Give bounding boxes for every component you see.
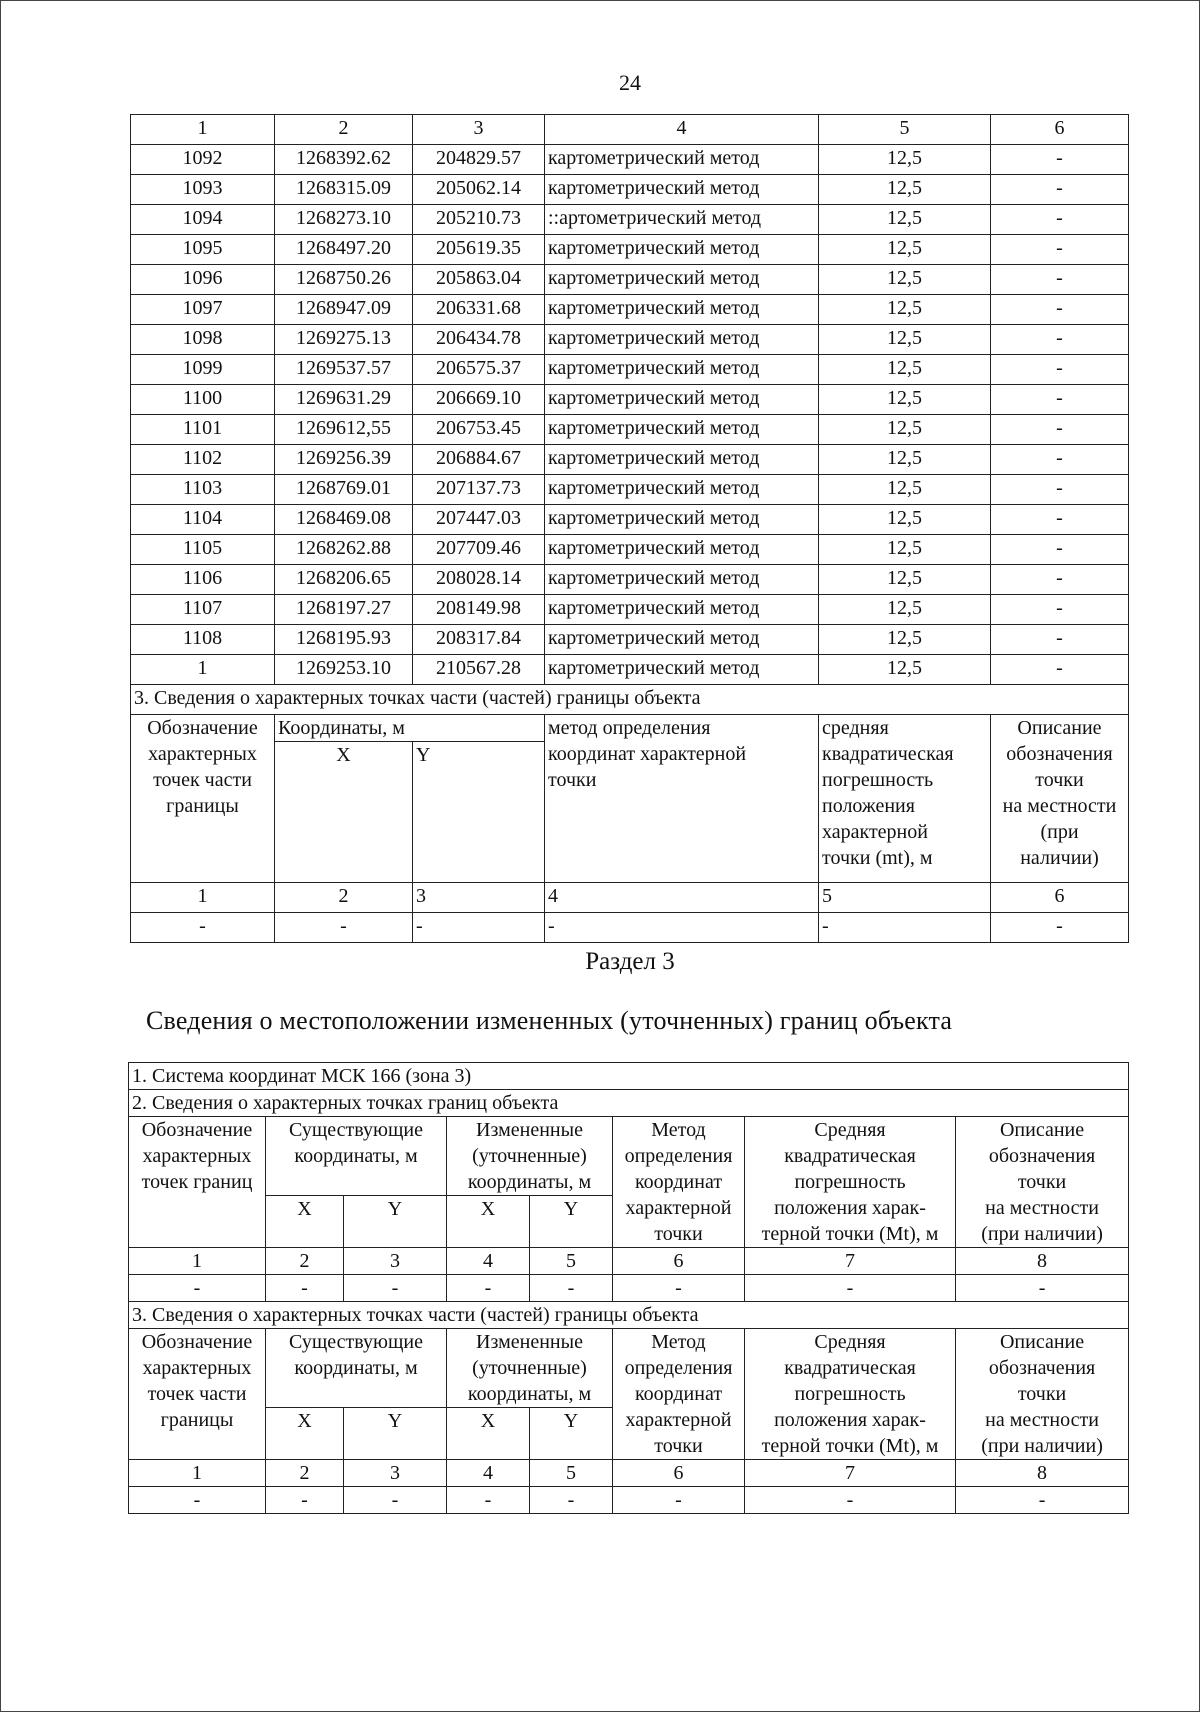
point-id-cell: 1092: [131, 145, 275, 175]
point-row: [131, 325, 1129, 355]
empty-data-row: [129, 1487, 1129, 1514]
description-cell: -: [991, 415, 1129, 445]
y-coordinate-cell: 206753.45: [413, 415, 545, 445]
empty-cell: -: [956, 1275, 1129, 1302]
y-coordinate-cell: 208317.84: [413, 625, 545, 655]
method-cell: картометрический метод: [545, 445, 819, 475]
point-id-cell: 1099: [131, 355, 275, 385]
x-coordinate-cell: 1268197.27: [275, 595, 413, 625]
point-id-cell: 1103: [131, 475, 275, 505]
x-coordinate-cell: 1268262.88: [275, 535, 413, 565]
column-number-cell: 6: [991, 883, 1129, 913]
error-cell: 12,5: [819, 595, 991, 625]
error-cell: 12,5: [819, 145, 991, 175]
empty-cell: -: [530, 1487, 613, 1514]
header-changed-coords: Измененные (уточненные) координаты, м: [447, 1329, 613, 1408]
point-row: [131, 175, 1129, 205]
part3-title-row-cell: 3. Сведения о характерных точках части (частей) границы объекта: [129, 1302, 1129, 1329]
column-number-cell: 8: [956, 1460, 1129, 1487]
column-number-cell: 1: [129, 1460, 266, 1487]
header-x: X: [447, 1408, 530, 1460]
point-row: [131, 355, 1129, 385]
header-description: Описание обозначения точки на местности (при наличии): [956, 1329, 1129, 1460]
point-row: [131, 235, 1129, 265]
empty-cell: -: [344, 1487, 447, 1514]
point-id-cell: 1105: [131, 535, 275, 565]
error-cell: 12,5: [819, 325, 991, 355]
header-row: [129, 1117, 1129, 1196]
y-coordinate-cell: 204829.57: [413, 145, 545, 175]
column-number-cell: 3: [413, 115, 545, 145]
point-id-cell: 1104: [131, 505, 275, 535]
point-row: [131, 385, 1129, 415]
header-method: Метод определения координат характерной точки: [613, 1117, 745, 1248]
column-number-cell: 2: [275, 883, 413, 913]
description-cell: -: [991, 295, 1129, 325]
x-coordinate-cell: 1268315.09: [275, 175, 413, 205]
column-number-cell: 2: [275, 115, 413, 145]
point-row: [131, 265, 1129, 295]
column-number-cell: 5: [819, 115, 991, 145]
column-number-cell: 2: [266, 1248, 344, 1275]
empty-cell: -: [819, 913, 991, 943]
column-number-cell: 4: [545, 883, 819, 913]
point-id-cell: 1093: [131, 175, 275, 205]
x-coordinate-cell: 1268469.08: [275, 505, 413, 535]
column-number-cell: 3: [344, 1460, 447, 1487]
header-x: X: [447, 1196, 530, 1248]
method-cell: картометрический метод: [545, 565, 819, 595]
error-cell: 12,5: [819, 535, 991, 565]
point-row: [131, 475, 1129, 505]
error-cell: 12,5: [819, 565, 991, 595]
x-coordinate-cell: 1269256.39: [275, 445, 413, 475]
header-existing-coords: Существующие координаты, м: [266, 1117, 447, 1196]
header-designation: Обозначение характерных точек части границы: [131, 715, 275, 883]
empty-cell: -: [266, 1487, 344, 1514]
error-cell: 12,5: [819, 415, 991, 445]
method-cell: картометрический метод: [545, 265, 819, 295]
column-number-cell: 6: [991, 115, 1129, 145]
header-existing-coords: Существующие координаты, м: [266, 1329, 447, 1408]
method-cell: картометрический метод: [545, 535, 819, 565]
error-cell: 12,5: [819, 235, 991, 265]
header-error: средняя квадратическая погрешность положения характерной точки (mt), м: [819, 715, 991, 883]
method-cell: картометрический метод: [545, 475, 819, 505]
method-cell: картометрический метод: [545, 295, 819, 325]
y-coordinate-cell: 207447.03: [413, 505, 545, 535]
changed-boundaries-table: [128, 1062, 1129, 1514]
point-row: [131, 625, 1129, 655]
column-number-row: [129, 1460, 1129, 1487]
empty-cell: -: [745, 1275, 956, 1302]
method-cell: картометрический метод: [545, 655, 819, 685]
empty-cell: -: [129, 1275, 266, 1302]
y-coordinate-cell: 207709.46: [413, 535, 545, 565]
header-error: Средняя квадратическая погрешность положения харак- терной точки (Mt), м: [745, 1117, 956, 1248]
description-cell: -: [991, 505, 1129, 535]
column-number-cell: 7: [745, 1248, 956, 1275]
empty-cell: -: [266, 1275, 344, 1302]
x-coordinate-cell: 1268206.65: [275, 565, 413, 595]
x-coordinate-cell: 1268947.09: [275, 295, 413, 325]
method-cell: картометрический метод: [545, 385, 819, 415]
method-cell: картометрический метод: [545, 235, 819, 265]
column-number-cell: 4: [447, 1460, 530, 1487]
x-coordinate-cell: 1268769.01: [275, 475, 413, 505]
point-row: [131, 205, 1129, 235]
error-cell: 12,5: [819, 475, 991, 505]
coord-system-cell: 1. Система координат МСК 166 (зона 3): [129, 1063, 1129, 1090]
empty-cell: -: [129, 1487, 266, 1514]
column-number-cell: 4: [447, 1248, 530, 1275]
x-coordinate-cell: 1268195.93: [275, 625, 413, 655]
point-id-cell: 1108: [131, 625, 275, 655]
x-coordinate-cell: 1269612,55: [275, 415, 413, 445]
part2-title-row: [129, 1090, 1129, 1117]
y-coordinate-cell: 205863.04: [413, 265, 545, 295]
error-cell: 12,5: [819, 355, 991, 385]
column-number-row: [131, 115, 1129, 145]
header-designation: Обозначение характерных точек границ: [129, 1117, 266, 1248]
column-number-cell: 5: [819, 883, 991, 913]
point-row: [131, 145, 1129, 175]
column-number-cell: 6: [613, 1460, 745, 1487]
method-cell: картометрический метод: [545, 355, 819, 385]
column-number-cell: 1: [131, 883, 275, 913]
header-x: X: [266, 1408, 344, 1460]
header-y: Y: [530, 1196, 613, 1248]
column-number-cell: 3: [413, 883, 545, 913]
column-number-cell: 3: [344, 1248, 447, 1275]
header-x: X: [266, 1196, 344, 1248]
method-cell: картометрический метод: [545, 325, 819, 355]
column-number-cell: 8: [956, 1248, 1129, 1275]
header-row: [129, 1329, 1129, 1408]
header-y: Y: [344, 1408, 447, 1460]
error-cell: 12,5: [819, 445, 991, 475]
y-coordinate-cell: 206331.68: [413, 295, 545, 325]
column-number-row: [129, 1248, 1129, 1275]
column-number-cell: 2: [266, 1460, 344, 1487]
description-cell: -: [991, 625, 1129, 655]
point-id-cell: 1106: [131, 565, 275, 595]
method-cell: картометрический метод: [545, 625, 819, 655]
page-number: 24: [619, 70, 641, 95]
y-coordinate-cell: 206669.10: [413, 385, 545, 415]
header-y: Y: [413, 742, 545, 883]
column-number-cell: 1: [129, 1248, 266, 1275]
header-changed-coords: Измененные (уточненные) координаты, м: [447, 1117, 613, 1196]
empty-data-row: [129, 1275, 1129, 1302]
y-coordinate-cell: 206884.67: [413, 445, 545, 475]
empty-cell: -: [991, 913, 1129, 943]
method-cell: картометрический метод: [545, 145, 819, 175]
x-coordinate-cell: 1268273.10: [275, 205, 413, 235]
point-id-cell: 1094: [131, 205, 275, 235]
y-coordinate-cell: 206575.37: [413, 355, 545, 385]
error-cell: 12,5: [819, 385, 991, 415]
y-coordinate-cell: 205210.73: [413, 205, 545, 235]
x-coordinate-cell: 1269275.13: [275, 325, 413, 355]
method-cell: картометрический метод: [545, 415, 819, 445]
empty-cell: -: [447, 1275, 530, 1302]
point-row: [131, 655, 1129, 685]
column-number-cell: 7: [745, 1460, 956, 1487]
empty-cell: -: [613, 1487, 745, 1514]
coord-system-row: [129, 1063, 1129, 1090]
description-cell: -: [991, 355, 1129, 385]
point-id-cell: 1097: [131, 295, 275, 325]
error-cell: 12,5: [819, 625, 991, 655]
part3-title: 3. Сведения о характерных точках части (частей) границы объекта: [131, 685, 1129, 715]
description-cell: -: [991, 235, 1129, 265]
x-coordinate-cell: 1268750.26: [275, 265, 413, 295]
section-title: Раздел 3: [585, 948, 675, 975]
header-description: Описание обозначения точки на местности (при наличии): [956, 1117, 1129, 1248]
description-cell: -: [991, 655, 1129, 685]
column-number-cell: 4: [545, 115, 819, 145]
point-id-cell: 1100: [131, 385, 275, 415]
empty-cell: -: [956, 1487, 1129, 1514]
header-method: Метод определения координат характерной точки: [613, 1329, 745, 1460]
part3-title-row: [131, 685, 1129, 715]
description-cell: -: [991, 325, 1129, 355]
section-subtitle: Сведения о местоположении измененных (уточненных) границ объекта: [146, 1006, 953, 1035]
description-cell: -: [991, 445, 1129, 475]
empty-cell: -: [447, 1487, 530, 1514]
description-cell: -: [991, 205, 1129, 235]
column-number-cell: 1: [131, 115, 275, 145]
x-coordinate-cell: 1269631.29: [275, 385, 413, 415]
empty-cell: -: [613, 1275, 745, 1302]
point-id-cell: 1101: [131, 415, 275, 445]
header-designation: Обозначение характерных точек части границы: [129, 1329, 266, 1460]
error-cell: 12,5: [819, 295, 991, 325]
y-coordinate-cell: 210567.28: [413, 655, 545, 685]
point-row: [131, 595, 1129, 625]
column-number-cell: 5: [530, 1248, 613, 1275]
empty-data-row: [131, 913, 1129, 943]
point-id-cell: 1098: [131, 325, 275, 355]
method-cell: ::артометрический метод: [545, 205, 819, 235]
description-cell: -: [991, 475, 1129, 505]
point-id-cell: 1: [131, 655, 275, 685]
method-cell: картометрический метод: [545, 505, 819, 535]
empty-cell: -: [745, 1487, 956, 1514]
error-cell: 12,5: [819, 175, 991, 205]
point-id-cell: 1107: [131, 595, 275, 625]
y-coordinate-cell: 207137.73: [413, 475, 545, 505]
x-coordinate-cell: 1268497.20: [275, 235, 413, 265]
y-coordinate-cell: 206434.78: [413, 325, 545, 355]
description-cell: -: [991, 565, 1129, 595]
error-cell: 12,5: [819, 265, 991, 295]
empty-cell: -: [275, 913, 413, 943]
y-coordinate-cell: 208149.98: [413, 595, 545, 625]
column-number-row: [131, 883, 1129, 913]
column-number-cell: 5: [530, 1460, 613, 1487]
header-coordinates: Координаты, м: [275, 715, 545, 742]
description-cell: -: [991, 385, 1129, 415]
y-coordinate-cell: 208028.14: [413, 565, 545, 595]
method-cell: картометрический метод: [545, 175, 819, 205]
empty-cell: -: [530, 1275, 613, 1302]
point-id-cell: 1102: [131, 445, 275, 475]
description-cell: -: [991, 265, 1129, 295]
point-row: [131, 415, 1129, 445]
description-cell: -: [991, 145, 1129, 175]
empty-cell: -: [131, 913, 275, 943]
y-coordinate-cell: 205062.14: [413, 175, 545, 205]
point-row: [131, 505, 1129, 535]
point-row: [131, 535, 1129, 565]
header-description: Описание обозначения точки на местности (при наличии): [991, 715, 1129, 883]
header-error: Средняя квадратическая погрешность положения харак- терной точки (Mt), м: [745, 1329, 956, 1460]
description-cell: -: [991, 175, 1129, 205]
column-number-cell: 6: [613, 1248, 745, 1275]
point-row: [131, 565, 1129, 595]
header-method: метод определения координат характерной точки: [545, 715, 819, 883]
description-cell: -: [991, 595, 1129, 625]
part3-header-row: [131, 715, 1129, 742]
empty-cell: -: [344, 1275, 447, 1302]
part2-title-row-cell: 2. Сведения о характерных точках границ объекта: [129, 1090, 1129, 1117]
y-coordinate-cell: 205619.35: [413, 235, 545, 265]
boundary-points-table: [130, 114, 1129, 943]
part3-title-row: [129, 1302, 1129, 1329]
empty-cell: -: [413, 913, 545, 943]
header-y: Y: [344, 1196, 447, 1248]
point-id-cell: 1096: [131, 265, 275, 295]
point-row: [131, 295, 1129, 325]
header-y: Y: [530, 1408, 613, 1460]
error-cell: 12,5: [819, 205, 991, 235]
point-id-cell: 1095: [131, 235, 275, 265]
error-cell: 12,5: [819, 505, 991, 535]
description-cell: -: [991, 535, 1129, 565]
empty-cell: -: [545, 913, 819, 943]
header-x: X: [275, 742, 413, 883]
x-coordinate-cell: 1269537.57: [275, 355, 413, 385]
error-cell: 12,5: [819, 655, 991, 685]
x-coordinate-cell: 1269253.10: [275, 655, 413, 685]
x-coordinate-cell: 1268392.62: [275, 145, 413, 175]
method-cell: картометрический метод: [545, 595, 819, 625]
point-row: [131, 445, 1129, 475]
